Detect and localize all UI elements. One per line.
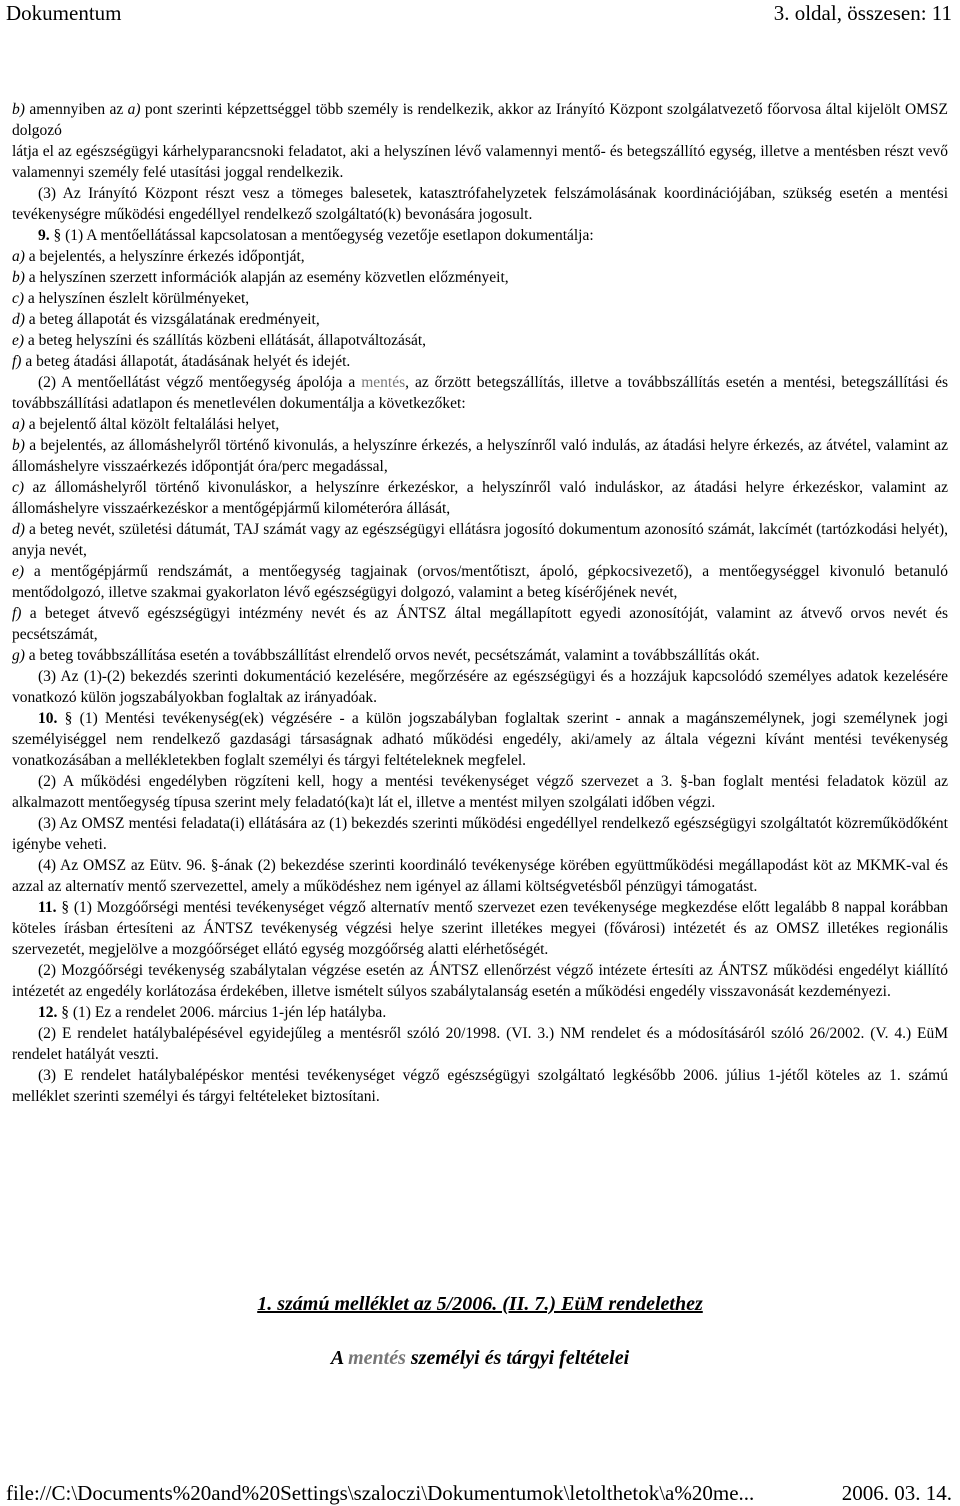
paragraph: (2) E rendelet hatálybalépésével egyidejűleg a mentésről szóló 20/1998. (VI. 3.) NM rendelet és a módosításáról szóló 26/2002. (V. 4.) EüM rendelet hatályát veszti.: [12, 1025, 948, 1063]
item-marker: e): [12, 563, 25, 580]
section-number: 10.: [38, 710, 58, 727]
header-page-count: 3. oldal, összesen: 11: [773, 1, 952, 25]
item-marker: b): [12, 101, 25, 118]
page-footer: [0, 1480, 960, 1506]
list-item: [12, 603, 948, 645]
paragraph: (3) Az OMSZ mentési feladata(i) ellátására az (1) bekezdés szerinti működési engedéllyel rendelkező egészségügyi szolgáltatót közreműködőként igénybe veheti.: [12, 815, 948, 853]
item-marker: d): [12, 311, 25, 328]
item-marker: c): [12, 479, 25, 496]
section-9-heading: [12, 225, 948, 246]
text: a beteg állapotát és vizsgálatának eredményeit,: [24, 311, 320, 328]
page-header: [0, 0, 960, 30]
section-number: 9.: [38, 227, 50, 244]
item-marker: a): [12, 416, 25, 433]
list-item: [12, 414, 948, 435]
text: a bejelentés, a helyszínre érkezés időpontját,: [24, 248, 305, 265]
text: (2) A mentőellátást végző mentőegység ápolója a: [38, 374, 362, 391]
text: a beteget átvevő egészségügyi intézmény nevét és az ÁNTSZ által megállapított egyedi azonosítóját, valamint az átvevő orvos nevét és pecsétszámát,: [12, 605, 948, 643]
annex-subtitle: [0, 1347, 960, 1370]
section-9-list: [12, 246, 948, 372]
text: a bejelentő által közölt feltalálási helyet,: [24, 416, 280, 433]
highlighted-term: mentés: [348, 1347, 406, 1369]
list-item: [12, 246, 948, 267]
text: a beteg helyszíni és szállítás közbeni ellátását, állapotváltozását,: [24, 332, 427, 349]
item-marker: d): [12, 521, 25, 538]
text: a mentőgépjármű rendszámát, a mentőegység tagjainak (orvos/mentőtiszt, ápoló, gépkocsivezető), a mentőegységgel kivonuló betanuló mentődolgozó, illetve szakmai gyakorlaton lévő egészségügyi dolgozó, valamint a beteg kísérőjének nevét,: [12, 563, 948, 601]
paragraph: (4) Az OMSZ az Eütv. 96. §-ának (2) bekezdése szerinti koordináló tevékenysége körében együttműködési megállapodást köt az MKMK-val és azzal az alternatív mentő szervezettel, amely a működéshez nem igényel az állami költségvetésből pénzügyi támogatást.: [12, 857, 948, 895]
text: az állomáshelyről történő kivonuláskor, a helyszínre érkezéskor, a helyszínről való induláskor, az átadási helyre érkezéskor, valamint az állomáshelyre visszaérkezéskor a mentőgépjármű kilométeróra állását,: [12, 479, 948, 517]
text: § (1) Mentési tevékenység(ek) végzésére - a külön jogszabályban foglaltak szerint - annak a magánszemélynek, jogi személynek jogi személyiséggel nem rendelkező gazdasági társaságnak adható működési engedély, aki/amely az általa végezni kívánt mentési tevékenység vonatkozásában a mellékletekben foglalt személyi és tárgyi feltételeknek megfelel.: [12, 710, 948, 769]
item-marker: f): [12, 605, 22, 622]
footer-file-path: file://C:\Documents%20and%20Settings\szaloczi\Dokumentumok\letolthetok\a%20me...: [6, 1481, 755, 1505]
section-number: 12.: [38, 1004, 58, 1021]
footer-date: 2006. 03. 14.: [841, 1481, 952, 1505]
text: pont szerinti képzettséggel több személy is rendelkezik, akkor az Irányító Központ szolgálatvezető főorvosa által kijelölt OMSZ dolgozó: [12, 101, 949, 139]
item-marker: b): [12, 269, 25, 286]
list-item: [12, 477, 948, 519]
list-item: [12, 435, 948, 477]
item-marker: c): [12, 290, 25, 307]
paragraph: látja el az egészségügyi kárhelyparancsnoki feladatot, aki a helyszínen lévő valamennyi mentő- és betegszállító egység, illetve a mentésben részt vevő valamennyi személy felé utasítási joggal rendelkezik.: [12, 143, 948, 181]
item-marker: f): [12, 353, 22, 370]
section-9-2-list: [12, 414, 948, 666]
list-item: [12, 351, 948, 372]
item-marker: g): [12, 647, 25, 664]
text: személyi és tárgyi feltételei: [405, 1347, 630, 1369]
text: § (1) Ez a rendelet 2006. március 1-jén lép hatályba.: [57, 1004, 387, 1021]
paragraph: (2) Mozgóőrségi tevékenység szabálytalan végzése esetén az ÁNTSZ ellenőrzést végző intézete értesíti az ÁNTSZ működési engedélyt kiállító intézetét az engedély korlátozása érdekében, illetve ismételt súlyos szabálytalanság esetén a működési engedély visszavonását kezdeményezi.: [12, 962, 948, 1000]
text: a beteg továbbszállítása esetén a továbbszállítást elrendelő orvos nevét, pecsétszámát, valamint a továbbszállítás okát.: [24, 647, 760, 664]
text: A: [330, 1347, 349, 1369]
section-number: 11.: [38, 899, 57, 916]
text: amennyiben az: [29, 101, 124, 118]
paragraph: [12, 372, 948, 414]
list-item: [12, 645, 948, 666]
item-marker: a): [12, 248, 25, 265]
paragraph: [12, 99, 948, 141]
text: § (1) Mozgóőrségi mentési tevékenységet végző alternatív mentő szervezet ezen tevékenysége megkezdése előtt legalább 8 nappal korábban köteles írásban értesíteni az ÁNTSZ tevékenység végzési helye szerint illetékes megyei (fővárosi) intézetét és az OMSZ illetékes regionális szervezetét, megjelölve a mozgóőrséget ellátó egység mozgóőrség alatti elérhetőségét.: [12, 899, 948, 958]
text: a helyszínen szerzett információk alapján az esemény közvetlen előzményeit,: [24, 269, 509, 286]
section-11-heading: [12, 897, 948, 960]
list-item: [12, 267, 948, 288]
highlighted-term: mentés: [361, 374, 406, 391]
text: , az őrzött betegszállítás, illetve a továbbszállítás esetén a mentési, betegszállítási és továbbszállítási adatlapon és menetlevélen dokumentálja a következőket:: [12, 374, 948, 412]
list-item: [12, 309, 948, 330]
text: § (1) A mentőellátással kapcsolatosan a mentőegység vezetője esetlapon dokumentálja:: [49, 227, 594, 244]
section-10-heading: [12, 708, 948, 771]
text: a beteg nevét, születési dátumát, TAJ számát vagy az egészségügyi ellátásra jogosító dokumentum azonosító számát, lakcímét (tartózkodási helyét), anyja nevét,: [12, 521, 948, 559]
paragraph: (3) E rendelet hatálybalépéskor mentési tevékenységet végző egészségügyi szolgáltató legkésőbb 2006. július 1-jétől köteles az 1. számú melléklet szerinti személyi és tárgyi feltételeket biztosítani.: [12, 1067, 948, 1105]
header-title: Dokumentum: [6, 1, 122, 25]
item-marker: e): [12, 332, 25, 349]
paragraph: (2) A működési engedélyben rögzíteni kell, hogy a mentési tevékenységet végző szervezet a 3. §-ban foglalt mentési feladatok közül az alkalmazott mentőegység típusa szerint mely feladató(ka)t lát el, illetve a mentést milyen szolgálati időben végzi.: [12, 773, 948, 811]
item-marker: a): [127, 101, 141, 118]
text: a beteg átadási állapotát, átadásának helyét és idejét.: [21, 353, 351, 370]
item-marker: b): [12, 437, 25, 454]
text: a helyszínen észlelt körülményeket,: [24, 290, 250, 307]
text: a bejelentés, az állomáshelyről történő kivonulás, a helyszínre érkezés, a helyszínről való indulás, az átadási helyre érkezés, az átvétel, valamint az állomáshelyre visszaérkezés időpontját óra/perc megadással,: [12, 437, 948, 475]
list-item: [12, 561, 948, 603]
annex-title: 1. számú melléklet az 5/2006. (II. 7.) EüM rendelethez: [257, 1293, 703, 1315]
section-12-heading: [12, 1002, 948, 1023]
paragraph: (3) Az Irányító Központ részt vesz a tömeges balesetek, katasztrófahelyzetek felszámolásának koordinációjában, szükség esetén a mentési tevékenységre működési engedéllyel rendelkező szolgáltató(k) bevonására jogosult.: [12, 185, 948, 223]
list-item: [12, 288, 948, 309]
document-body: [12, 99, 948, 1107]
list-item: [12, 330, 948, 351]
paragraph: (3) Az (1)-(2) bekezdés szerinti dokumentáció kezelésére, megőrzésére az egészségügyi és a hozzájuk kapcsolódó személyes adatok kezelésére vonatkozó külön jogszabályokban foglaltak az irányadóak.: [12, 668, 948, 706]
list-item: [12, 519, 948, 561]
